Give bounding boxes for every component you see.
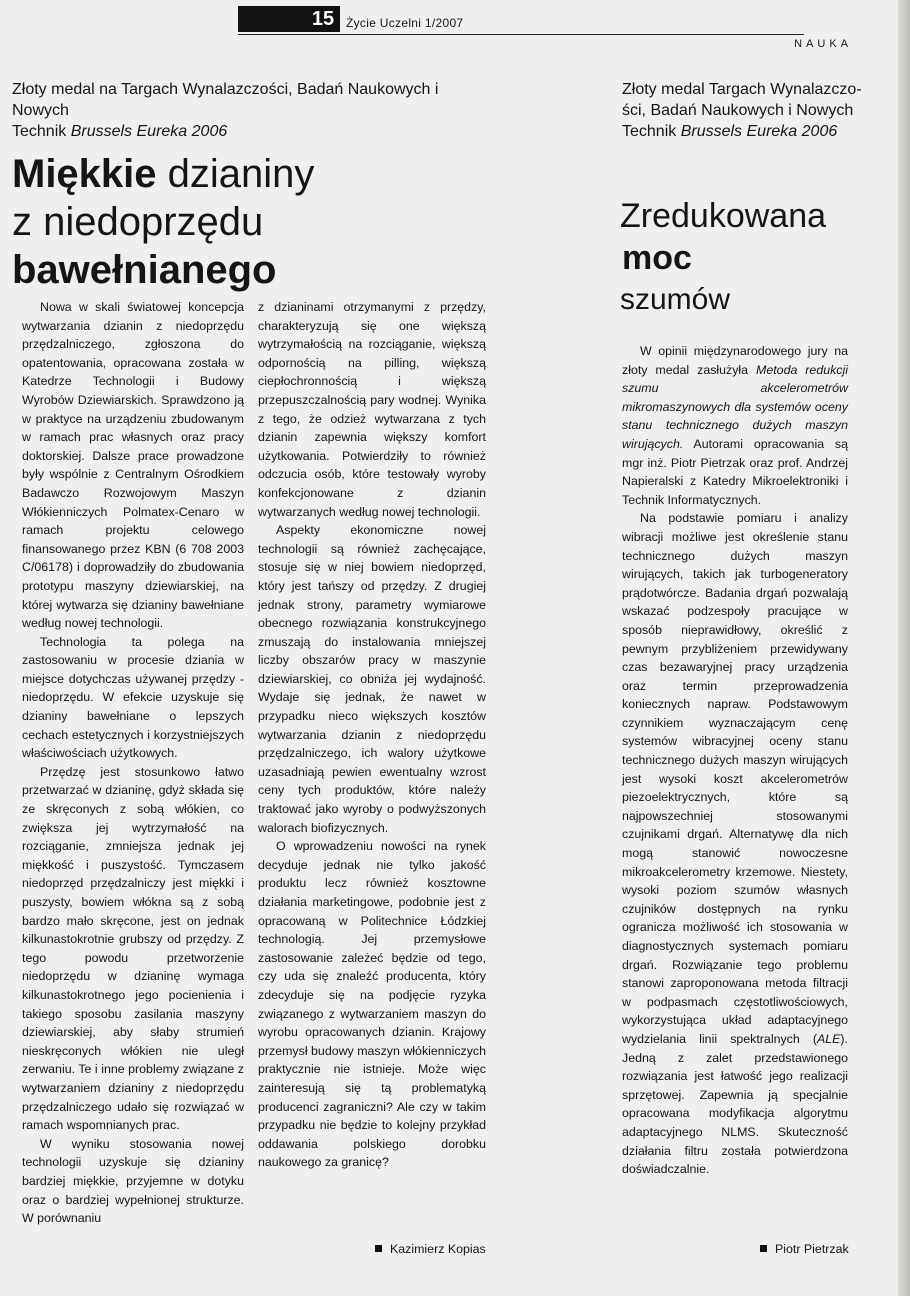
- header-rule: [238, 34, 804, 35]
- article1-title-bold: Miękkie: [12, 152, 157, 196]
- article2-signature: [760, 1240, 849, 1258]
- page-edge-shadow: [898, 0, 910, 1296]
- article2-p2-body: Na podstawie pomiaru i analizy wibracji możliwe jest określenie stanu technicznego dużych maszyn wirujących, takich jak turbogeneratory prądotwórcze. Badania drgań pozwalają wskazać podzespoły pracujące w sposób nieprawidłowy, określić z pewnym przybliżeniem przewidywany czas bezawaryjnej pracy urządzenia oraz termin przeprowadzenia koniecznych napraw. Podstawowym czynnikiem wyznaczającym cenę systemów wibracyjnej oceny stanu technicznego dużych maszyn wirujących jest wysoki koszt akcelerometrów piezoelektrycznych, które są najpowszechniej stosowanymi czujnikami drgań. Alternatywę dla nich mogą stanowić nowoczesne mikroakcelerometry krzemowe. Niestety, wysoki poziom szumów własnych czujników dostępnych na rynku ogranicza możliwość ich stosowania w diagnostycznych systemach pomiaru drgań. Rozwiązanie tego problemu stanowi zaproponowana metoda filtracji w podpasmach częstotliwościowych, wykorzystująca układ adaptacyjnego wydzielania linii spektralnych (: [622, 511, 848, 1046]
- article2-kicker-line2: ści, Badań Naukowych i Nowych: [622, 102, 854, 119]
- paragraph: Technologia ta polega na zastosowaniu w procesie dziania w miejsce dotychczas używanej przędzy - niedoprzędu. W efekcie uzyskuje się dzianiny bawełniane o lepszych cechach estetycznych i korzystniejszych właściwościach użytkowych.: [22, 634, 244, 761]
- journal-issue: Życie Uczelni 1/2007: [346, 16, 464, 30]
- article1-title-line2: z niedoprzędu: [12, 200, 264, 244]
- section-label: NAUKA: [794, 38, 852, 50]
- article2-paragraph1: [622, 342, 848, 509]
- paragraph: W wyniku stosowania nowej technologii uzyskuje się dzianiny bardziej miękkie, przyjemne w dotyku oraz o bardziej wypełnionej strukturze. W porównaniu: [22, 1136, 244, 1226]
- paragraph: Przędzę jest stosunkowo łatwo przetwarzać w dzianinę, gdyż składa się ze skręconych z sobą włókien, co zwiększa jej wytrzymałość na rozciąganie, zmniejsza jednak jej miękkość i puszystość. Tymczasem niedoprzęd przędzalniczy jest miękki i puszysty, bowiem włókna są z sobą bardzo mało skręcone, jest on jednak kilkunastokrotnie grubszy od przędzy. Z tego powodu przetworzenie niedoprzędu w dzianinę wymaga kilkunastokrotnego jego pocienienia i takiego sposobu zasilania maszyny dziewiarskiej, aby słaby strumień nieskręconych włókien nie uległ zerwaniu. Te i inne problemy związane z wytwarzaniem dzianiny z niedoprzędu przędzalniczego udało się rozwiązać w ramach wspomnianych prac.: [22, 764, 244, 1133]
- page-number: 15: [311, 8, 335, 30]
- article1-title-line3: bawełnianego: [12, 248, 277, 292]
- article1-signature: [375, 1240, 486, 1258]
- article2-paragraph2: [622, 509, 848, 1178]
- article2-kicker-line3: [622, 121, 862, 142]
- article2-title: [620, 195, 826, 321]
- article2-kicker-event: Brussels Eureka 2006: [680, 123, 838, 140]
- signature-bullet: [760, 1245, 767, 1252]
- running-header: [238, 6, 804, 32]
- article1-column1: [22, 298, 244, 1228]
- article2-kicker-line1: Złoty medal Targach Wynalazczo-: [622, 81, 862, 98]
- article1-kicker-line2: [12, 121, 492, 142]
- paragraph: O wprowadzeniu nowości na rynek decyduje jednak nie tylko jakość produktu lecz również kosztowne działania marketingowe, podobnie jest z opracowaną w Politechnice Łódzkiej technologią. Jej przemysłowe zastosowanie zależeć będzie od tego, czy uda się znaleźć producenta, który zdecyduje się na podjęcie ryzyka związanego z wytwarzaniem maszyn do wyrobu opracowanych dzianin. Krajowy przemysł budowy maszyn włókienniczych praktycznie nie istnieje. Może więc zainteresują się tą problematyką producenci zagraniczni? Ale czy w takim przypadku nie będzie to kolejny przykład oddawania polskiego dorobku naukowego za granicę?: [258, 839, 486, 1170]
- article2-author: Piotr Pietrzak: [775, 1242, 849, 1256]
- paragraph: Aspekty ekonomiczne nowej technologii są również zachęcające, stosuje się w niej bowiem niedoprzęd, który jest tańszy od przędzy. Z drugiej jednak strony, parametry wymiarowe obecnego rozwiązania konstrukcyjnego zmuszają do instalowania mniejszej liczby obszarów pracy w maszynie dziewiarskiej, co obniża jej wydajność. Wydaje się jednak, że nawet w przypadku nieco większych kosztów wytwarzania dzianin z niedoprzędu przędzalniczego, ich walory użytkowe uzasadniają pewien ewentualny wzrost ceny tych produktów, które należy traktować jako wyroby o podwyższonych walorach biofizycznych.: [258, 523, 486, 835]
- article2-p2-ale: ALE: [817, 1031, 841, 1046]
- article2-title-line1: Zredukowana: [620, 197, 827, 235]
- article2-column: [622, 342, 848, 1179]
- article1-kicker-line1: Złoty medal na Targach Wynalazczości, Badań Naukowych i Nowych: [12, 81, 439, 119]
- article1-column2: [258, 298, 486, 1172]
- article1-title: [12, 150, 314, 294]
- article1-title-line1: [12, 150, 314, 198]
- article2-p2-tail: ). Jedną z zalet przedstawionego rozwiązania jest łatwość jego realizacji sprzętowej. Zapewnia ją specjalnie opracowana modyfikacja algorytmu adaptacyjnego NLMS. Skuteczność działania filtru została potwierdzona doświadczalnie.: [622, 1031, 848, 1177]
- article2-kicker: [622, 79, 862, 142]
- article2-p1-method: Metoda redukcji szumu akcelerometrów mikromaszynowych dla systemów oceny stanu technicznego dużych maszyn wirujących.: [622, 362, 849, 451]
- article2-p1-lead: W opinii międzynarodowego jury na złoty medal zasłużyła: [622, 344, 848, 377]
- article2-title-line2: moc: [622, 239, 692, 277]
- article2-p1-authors: Autorami opracowania są mgr inż. Piotr Pietrzak oraz prof. Andrzej Napieralski z Katedry Mikroelektroniki i Technik Informatycznych.: [622, 436, 848, 507]
- article1-kicker-event: Brussels Eureka 2006: [70, 123, 228, 140]
- article1-title-rest: dzianiny: [156, 152, 315, 196]
- article1-kicker-plain: Technik: [12, 123, 71, 140]
- paragraph: z dzianinami otrzymanymi z przędzy, charakteryzują się one większą wytrzymałością na rozciąganie, większą odpornością na pilling, większą ciepłochronnością i większą przepuszczalnością pary wodnej. Wynika z tego, że odzież wytwarzana z tych dzianin zapewnia większy komfort użytkowania. Potwierdziły to również odczucia osób, które testowały wyroby konfekcjonowane z dzianin wytwarzanych według nowej technologii.: [258, 300, 486, 519]
- article2-title-line3: szumów: [620, 283, 731, 316]
- signature-bullet: [375, 1245, 382, 1252]
- article1-author: Kazimierz Kopias: [390, 1242, 486, 1256]
- paragraph: Nowa w skali światowej koncepcja wytwarzania dzianin z niedoprzędu przędzalniczego, zgłoszona do opatentowania, opracowana została w Katedrze Technologii i Budowy Wyrobów Dziewiarskich. Sprawdzono ją w praktyce na urządzeniu zbudowanym w ramach prac własnych oraz pracy doktorskiej. Dalsze prace prowadzone były wspólnie z Centralnym Ośrodkiem Badawczo Rozwojowym Maszyn Włókienniczych Polmatex-Cenaro w ramach projektu celowego finansowanego przez KBN (6 708 2003 C/06178) i doprowadziły do zbudowania prototypu maszyny dziewiarskiej, na której wytwarza się dzianiny bawełniane według nowej technologii.: [22, 300, 244, 631]
- article1-kicker: [12, 79, 492, 142]
- article2-kicker-plain: Technik: [622, 123, 681, 140]
